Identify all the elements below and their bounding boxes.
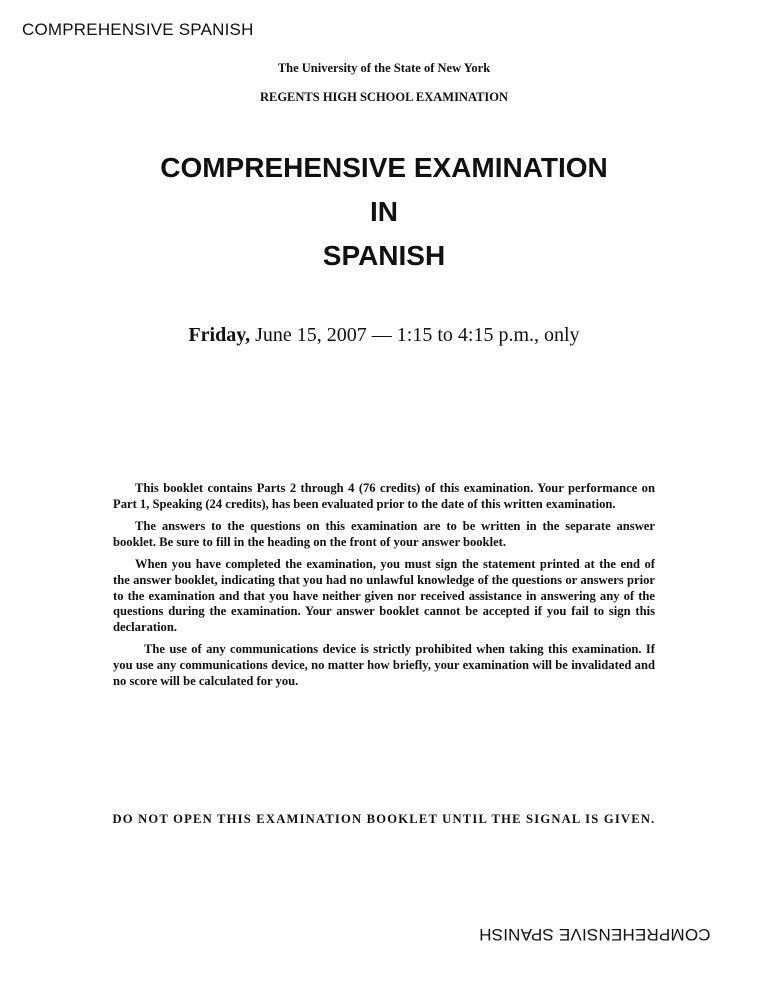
title-line-1: COMPREHENSIVE EXAMINATION [160,152,608,183]
do-not-open-warning: DO NOT OPEN THIS EXAMINATION BOOKLET UNTIL THE SIGNAL IS GIVEN. [112,812,656,826]
exam-date [0,324,768,347]
title-line-3: SPANISH [322,240,446,271]
exam-date-time: June 15, 2007 — 1:15 to 4:15 p.m., only [250,324,580,346]
exam-type: REGENTS HIGH SCHOOL EXAMINATION [259,90,509,104]
running-footer-rotated: COMPREHENSIVE SPANISH [479,925,711,944]
instruction-paragraph: The use of any communications device is strictly prohibited when taking this examination. If you use any communications device, no matter how briefly, your examination will be invalidated and no score will be calculated for you. [113,642,655,688]
instruction-paragraph: When you have completed the examination, you must sign the statement printed at the end of the answer booklet, indicating that you had no unlawful knowledge of the questions or answers prior to the examination and that you have neither given nor received assistance in answering any of the questions during the examination. Your answer booklet cannot be accepted if you fail to sign this declaration. [113,557,655,634]
exam-day: Friday, [188,324,251,346]
instruction-paragraph: This booklet contains Parts 2 through 4 (76 credits) of this examination. Your performance on Part 1, Speaking (24 credits), has been evaluated prior to the date of this written examination. [113,481,655,511]
exam-title [0,146,768,278]
running-header: COMPREHENSIVE SPANISH [22,20,254,39]
university-name: The University of the State of New York [277,61,491,75]
instructions [113,481,655,696]
title-line-2: IN [370,196,398,227]
instruction-paragraph: The answers to the questions on this examination are to be written in the separate answer booklet. Be sure to fill in the heading on the front of your answer booklet. [113,519,655,549]
